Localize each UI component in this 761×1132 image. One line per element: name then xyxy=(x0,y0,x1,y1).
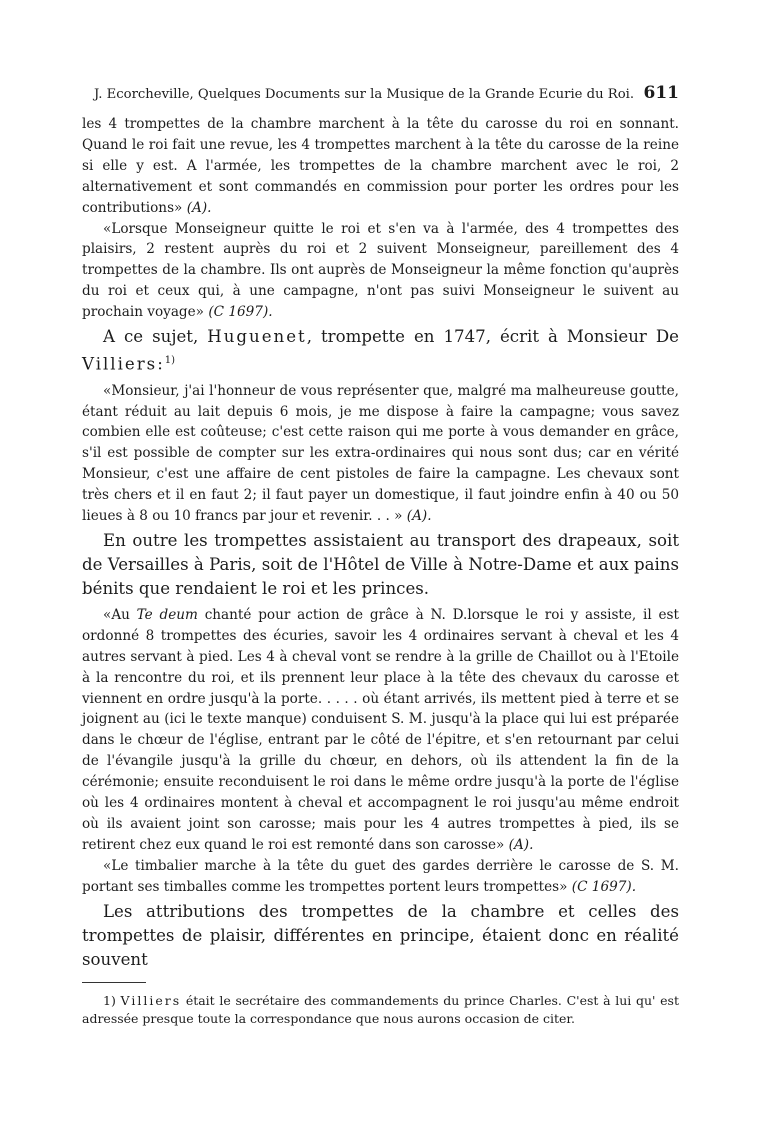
paragraph-6-text: chanté pour action de grâce à N. D.lorsque le roi y assiste, il est ordonné 8 trompettes des écuries, savoir les 4 ordinaires servant à cheval et les 4 autres servant à pied. Les 4 à cheval vont se rendre à la grille de Chaillot ou à l'Etoile à la rencontre du roi, et ils prennent leur place à la tête des chevaux du carosse et viennent en ordre jusqu'à la porte. . . . . où étant arrivés, ils mettent pied à terre et se joignent au (ici le texte manque) conduisent S. M. jusqu'à la place qui lui est préparée dans le chœur de l'église, entrant par le côté de l'épitre, et s'en retournant par celui de l'évangile jusqu'à la grille du chœur, en dehors, où ils attendent la fin de la cérémonie; ensuite reconduisent le roi dans le même ordre jusqu'à la porte de l'église où les 4 ordinaires montent à cheval et accompagnent le roi jusqu'au même endroit où ils avaient joint son carosse; mais pour les 4 autres trompettes à pied, ils se retirent chez eux quand le roi est remonté dans son carosse» xyxy=(82,606,679,853)
paragraph-1-text: les 4 trompettes de la chambre marchent à la tête du carosse du roi en sonnant. Quand le roi fait une revue, les 4 trompettes marchent à la tête du carosse de la reine si elle y est. A l'armée, les trompettes de la chambre marchent avec le roi, 2 alternativement et sont commandés en commission pour porter les ordres pour les contributions» xyxy=(82,116,679,216)
paragraph-4 xyxy=(82,381,679,527)
paragraph-3-middle: , trompette en 1747, écrit à Monsieur De xyxy=(306,327,679,347)
paragraph-2-text: «Lorsque Monseigneur quitte le roi et s'en va à l'armée, des 4 trompettes des plaisirs, 2 restent auprès du roi et 2 suivent Monseigneur, pareillement des 4 trompettes de la chambre. Ils ont auprès de Monseigneur la même fonction qu'auprès du roi et ceux qui, à une campagne, n'ont pas suivi Monseigneur le suivent au prochain voyage» xyxy=(82,220,679,321)
paragraph-1 xyxy=(82,114,679,219)
paragraph-6-title: Te deum xyxy=(136,606,198,623)
paragraph-7 xyxy=(82,856,679,898)
paragraph-7-reference: (C 1697). xyxy=(571,878,637,895)
paragraph-5: En outre les trompettes assistaient au transport des drapeaux, soit de Versailles à Paris, soit de l'Hôtel de Ville à Notre-Dame et aux pains bénits que rendaient le roi et les princes. xyxy=(82,530,679,598)
footnote xyxy=(82,992,679,1029)
paragraph-2 xyxy=(82,219,679,324)
page-number: 611 xyxy=(643,83,679,103)
footnote-number: 1) xyxy=(103,992,116,1008)
footnote-marker: 1) xyxy=(164,355,176,367)
footnote-divider xyxy=(82,982,146,983)
paragraph-4-text: «Monsieur, j'ai l'honneur de vous représenter que, malgré ma malheureuse goutte, étant réduit au lait depuis 6 mois, je me dispose à faire la campagne; vous savez combien elle est coûteuse; c'est cette raison qui me porte à vous demander en grâce, s'il est possible de compter sur les extra-ordinaires qui nous sont dus; car en vérité Monsieur, c'est une affaire de cent pistoles de faire la campagne. Les chevaux sont très chers et il en faut 2; il faut payer un domestique, il faut joindre enfin à 40 ou 50 lieues à 8 ou 10 francs par jour et revenir. . . » xyxy=(82,382,679,525)
paragraph-4-reference: (A). xyxy=(406,508,432,525)
footnote-text: était le secrétaire des commandements du prince Charles. C'est à lui qu' est adressée presque toute la correspondance que nous aurons occasion de citer. xyxy=(82,992,679,1027)
paragraph-6 xyxy=(82,605,679,856)
paragraph-3-intro: A ce sujet, xyxy=(103,327,199,347)
running-header xyxy=(82,84,679,104)
paragraph-7-text: «Le timbalier marche à la tête du guet des gardes derrière le carosse de S. M. portant ses timballes comme les trompettes portent leurs trompettes» xyxy=(82,857,679,895)
paragraph-3-name: Huguenet xyxy=(207,327,307,347)
footnote-name: Villiers xyxy=(120,992,182,1008)
paragraph-1-reference: (A). xyxy=(186,199,212,216)
running-title: J. Ecorcheville, Quelques Documents sur la Musique de la Grande Ecurie du Roi. xyxy=(94,87,635,102)
paragraph-3 xyxy=(82,325,679,377)
paragraph-2-reference: (C 1697). xyxy=(208,304,273,321)
paragraph-3-name-2: Villiers: xyxy=(82,354,165,374)
paragraph-8: Les attributions des trompettes de la chambre et celles des trompettes de plaisir, différentes en principe, étaient donc en réalité souvent xyxy=(82,901,679,969)
paragraph-6-reference: (A). xyxy=(508,836,534,853)
paragraph-6-intro: «Au xyxy=(103,606,130,623)
